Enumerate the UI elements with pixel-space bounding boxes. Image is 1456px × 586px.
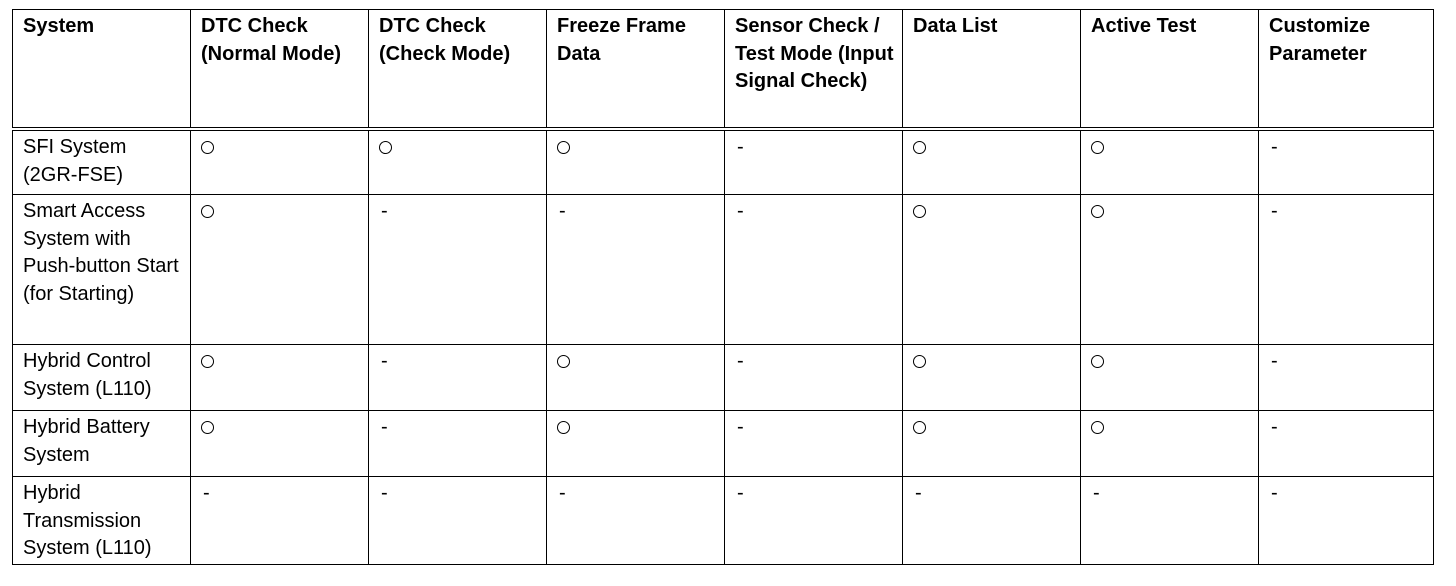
supported-circle-icon <box>379 141 392 154</box>
supported-circle-icon <box>1091 141 1104 154</box>
system-name: Smart Access System with Push-button Start (for Starting) <box>13 195 191 345</box>
supported-circle-icon <box>1091 355 1104 368</box>
system-name: Hybrid Battery System <box>13 411 191 477</box>
table-row <box>13 129 1434 195</box>
supported-circle-icon <box>1091 421 1104 434</box>
not-supported-dash: - <box>559 200 566 222</box>
support-mark <box>1259 345 1434 411</box>
table-row <box>13 477 1434 565</box>
support-mark <box>547 195 725 345</box>
support-mark <box>1081 195 1259 345</box>
support-mark <box>369 411 547 477</box>
support-mark <box>191 411 369 477</box>
diagnostic-function-table <box>12 9 1434 565</box>
not-supported-dash: - <box>381 482 388 504</box>
not-supported-dash: - <box>737 416 744 438</box>
header-data-list: Data List <box>903 10 1081 130</box>
support-mark <box>725 195 903 345</box>
support-mark <box>1259 477 1434 565</box>
support-mark <box>903 411 1081 477</box>
system-name: Hybrid Transmission System (L110) <box>13 477 191 565</box>
supported-circle-icon <box>913 421 926 434</box>
not-supported-dash: - <box>381 200 388 222</box>
not-supported-dash: - <box>915 482 922 504</box>
support-mark <box>1081 411 1259 477</box>
supported-circle-icon <box>1091 205 1104 218</box>
support-mark <box>725 345 903 411</box>
support-mark <box>1081 129 1259 195</box>
support-mark <box>903 129 1081 195</box>
support-mark <box>725 411 903 477</box>
supported-circle-icon <box>557 421 570 434</box>
header-dtc-check-check: DTC Check (Check Mode) <box>369 10 547 130</box>
support-mark <box>547 129 725 195</box>
support-mark <box>191 129 369 195</box>
not-supported-dash: - <box>1093 482 1100 504</box>
support-mark <box>369 345 547 411</box>
supported-circle-icon <box>201 355 214 368</box>
support-mark <box>547 477 725 565</box>
support-mark <box>1259 129 1434 195</box>
table-row <box>13 411 1434 477</box>
supported-circle-icon <box>913 355 926 368</box>
not-supported-dash: - <box>737 200 744 222</box>
support-mark <box>1259 411 1434 477</box>
table-row <box>13 345 1434 411</box>
supported-circle-icon <box>557 355 570 368</box>
support-mark <box>1081 345 1259 411</box>
not-supported-dash: - <box>1271 350 1278 372</box>
support-mark <box>903 195 1081 345</box>
support-mark <box>725 477 903 565</box>
supported-circle-icon <box>557 141 570 154</box>
support-mark <box>1081 477 1259 565</box>
header-customize-parameter: Customize Parameter <box>1259 10 1434 130</box>
support-mark <box>903 345 1081 411</box>
not-supported-dash: - <box>203 482 210 504</box>
not-supported-dash: - <box>1271 482 1278 504</box>
not-supported-dash: - <box>381 350 388 372</box>
not-supported-dash: - <box>1271 416 1278 438</box>
header-freeze-frame: Freeze Frame Data <box>547 10 725 130</box>
header-active-test: Active Test <box>1081 10 1259 130</box>
supported-circle-icon <box>201 205 214 218</box>
table-row <box>13 195 1434 345</box>
not-supported-dash: - <box>381 416 388 438</box>
support-mark <box>725 129 903 195</box>
supported-circle-icon <box>201 141 214 154</box>
support-mark <box>369 129 547 195</box>
table-header-row <box>13 10 1434 130</box>
header-dtc-check-normal: DTC Check (Normal Mode) <box>191 10 369 130</box>
system-name: SFI System (2GR-FSE) <box>13 129 191 195</box>
support-mark <box>191 477 369 565</box>
not-supported-dash: - <box>737 136 744 158</box>
support-mark <box>1259 195 1434 345</box>
supported-circle-icon <box>201 421 214 434</box>
support-mark <box>369 477 547 565</box>
not-supported-dash: - <box>1271 136 1278 158</box>
support-mark <box>903 477 1081 565</box>
not-supported-dash: - <box>559 482 566 504</box>
supported-circle-icon <box>913 141 926 154</box>
support-mark <box>369 195 547 345</box>
support-mark <box>191 195 369 345</box>
support-mark <box>191 345 369 411</box>
not-supported-dash: - <box>737 350 744 372</box>
support-mark <box>547 345 725 411</box>
header-sensor-check: Sensor Check / Test Mode (Input Signal Check) <box>725 10 903 130</box>
system-name: Hybrid Control System (L110) <box>13 345 191 411</box>
support-mark <box>547 411 725 477</box>
supported-circle-icon <box>913 205 926 218</box>
not-supported-dash: - <box>737 482 744 504</box>
not-supported-dash: - <box>1271 200 1278 222</box>
header-system: System <box>13 10 191 130</box>
